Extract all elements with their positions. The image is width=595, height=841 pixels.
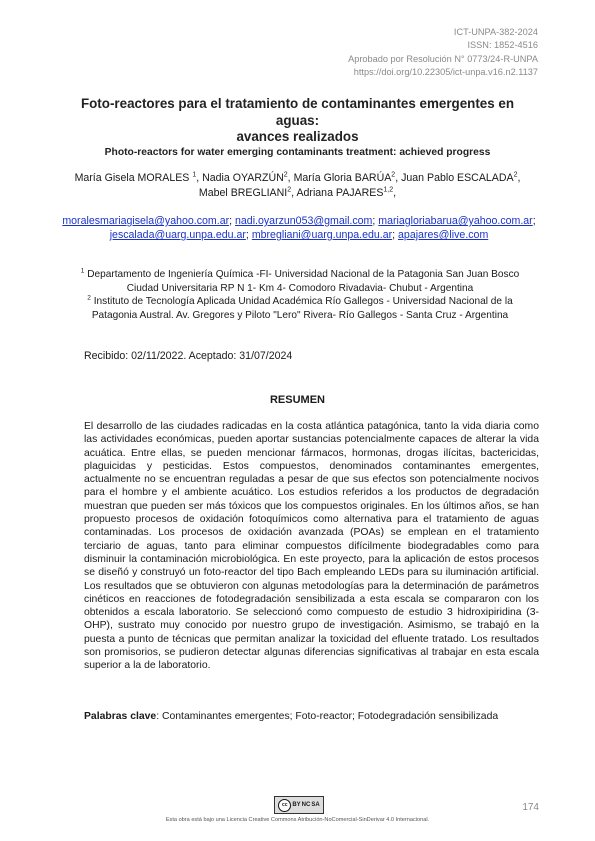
cc-icon: cc bbox=[278, 799, 291, 812]
affiliation-2 bbox=[80, 295, 520, 322]
journal-metadata bbox=[348, 26, 538, 80]
author-name: Adriana PAJARES bbox=[296, 186, 384, 199]
email-link[interactable]: jescalada@uarg.unpa.edu.ar bbox=[109, 229, 246, 241]
author-affiliation-mark: 2 bbox=[287, 186, 292, 194]
issn: ISSN: 1852-4516 bbox=[467, 40, 538, 51]
author-affiliation-mark: 2 bbox=[283, 171, 288, 179]
email-link[interactable]: apajares@live.com bbox=[398, 229, 489, 241]
doi: https://doi.org/10.22305/ict-unpa.v16.n2.1137 bbox=[353, 67, 538, 78]
author-affiliation-mark: 1 bbox=[192, 171, 197, 179]
keywords-label: Palabras clave bbox=[84, 711, 157, 722]
nc-icon: NC bbox=[301, 802, 311, 808]
author-affiliation-mark: 1,2 bbox=[383, 186, 394, 194]
keywords-text: : Contaminantes emergentes; Foto-reactor; Fotodegradación sensibilizada bbox=[156, 711, 499, 722]
paper-title-line1: Foto-reactores para el tratamiento de contaminantes emergentes en aguas: bbox=[80, 96, 515, 128]
affiliations bbox=[80, 268, 520, 322]
affiliation-text: Instituto de Tecnología Aplicada Unidad Académica Río Gallegos - Universidad Nacional de la Patagonia Austral. Av. Gregores y Piloto "Lero" Rivera- Río Gallegos - Santa Cruz - Argentina bbox=[91, 296, 513, 321]
author-affiliation-mark: 2 bbox=[391, 171, 396, 179]
author-emails: moralesmariagisela@yahoo.com.ar; nadi.oyarzun053@gmail.com; mariagloriabarua@yahoo.com.ar; jescalada@uarg.unpa.edu.ar; mbregliani@uarg.unpa.edu.ar; apajares@live.com bbox=[62, 215, 536, 241]
author-name: Juan Pablo ESCALADA bbox=[401, 172, 514, 184]
abstract-heading: RESUMEN bbox=[269, 394, 325, 406]
page-number: 174 bbox=[522, 802, 539, 813]
author-name: Mabel BREGLIANI bbox=[198, 186, 288, 199]
email-link[interactable]: mariagloriabarua@yahoo.com.ar bbox=[378, 215, 533, 227]
by-icon: BY bbox=[292, 802, 301, 808]
affiliation-mark: 1 bbox=[80, 267, 85, 275]
email-link[interactable]: moralesmariagisela@yahoo.com.ar bbox=[62, 215, 230, 227]
approval-resolution: Aprobado por Resolución N° 0773/24-R-UNPA bbox=[348, 53, 538, 64]
paper-subtitle: Photo-reactors for water emerging contaminants treatment: achieved progress bbox=[104, 147, 491, 158]
email-link[interactable]: nadi.oyarzun053@gmail.com bbox=[235, 215, 373, 227]
paper-title bbox=[60, 96, 535, 146]
email-link[interactable]: mbregliani@uarg.unpa.edu.ar bbox=[251, 229, 393, 241]
affiliation-mark: 2 bbox=[87, 294, 91, 302]
license-notice: Esta obra está bajo una Licencia Creative Commons Atribución-NoComercial-SinDerivar 4.0 Internacional. bbox=[165, 817, 430, 823]
sa-icon: SA bbox=[311, 802, 320, 808]
keywords bbox=[84, 711, 544, 722]
author-name: María Gisela MORALES bbox=[74, 172, 190, 184]
author-name: María Gloria BARÚA bbox=[293, 172, 392, 184]
affiliation-1 bbox=[80, 268, 520, 295]
received-accepted-dates: Recibido: 02/11/2022. Aceptado: 31/07/2024 bbox=[84, 350, 293, 362]
creative-commons-badge-icon[interactable] bbox=[274, 796, 324, 814]
paper-title-line2: avances realizados bbox=[236, 129, 359, 145]
abstract-text: El desarrollo de las ciudades radicadas en la costa atlántica patagónica, tanto la vida diaria como las actividades económicas, pueden aportar sustancias potencialmente capaces de alterar la vida acuática. Entre ellas, se pueden mencionar fármacos, hormonas, drogas ilícitas, bactericidas, plaguicidas y pesticidas. Estos compuestos, denominados contaminantes emergentes, actualmente no se encuentran reguladas a pesar de que sus efectos son potencialmente nocivos para el hombre y el ambiente acuático. Los estudios referidos a los productos de degradación muestran que pueden ser más tóxicos que los compuestos originales. En los últimos años, se han propuesto procesos de oxidación fotoquímicos como alternativa para el tratamiento de aguas contaminadas. Los procesos de oxidación avanzada (POAs) se emplean en el tratamiento terciario de aguas, tanto para eliminar compuestos difícilmente biodegradables como para disminuir la contaminación microbiológica. En este proyecto, para la aplicación de estos procesos se diseñó y construyó un foto-reactor del tipo Bach empleando LEDs para su iluminación artificial. Los resultados que se obtuvieron con algunas metodologías para la determinación de parámetros cinéticos en reacciones de fotodegradación sensibilizada a esta escala se compararon con los obtenidos a escala laboratorio. Se seleccionó como compuesto de estudio 3 hidroxipiridina (3-OHP), sustrato muy conocido por nuestro grupo de investigación. Asimismo, se trabajó en la puesta a punto de técnicas que permitan analizar la toxicidad del efluente tratado. Los resultados son promisorios, se pudieron detectar algunas diferencias significativas al trabajar en esta escala superior a la de laboratorio. bbox=[84, 421, 539, 672]
report-code: ICT-UNPA-382-2024 bbox=[453, 27, 538, 37]
affiliation-text: Departamento de Ingeniería Química -FI- Universidad Nacional de la Patagonia San Juan Bosco Ciudad Universitaria RP N 1- Km 4- Comodoro Rivadavia- Chubut - Argentina bbox=[87, 269, 520, 294]
author-list: María Gisela MORALES $^1$, Nadia OYARZÚN$^2$, María Gloria BARÚA$^2$, Juan Pablo ESCALADA$^2$, Mabel BREGLIANI$^2$, Adriana PAJARES$^{1,2}$, bbox=[74, 171, 521, 199]
author-name: Nadia OYARZÚN bbox=[202, 172, 284, 184]
author-affiliation-mark: 2 bbox=[513, 171, 518, 179]
